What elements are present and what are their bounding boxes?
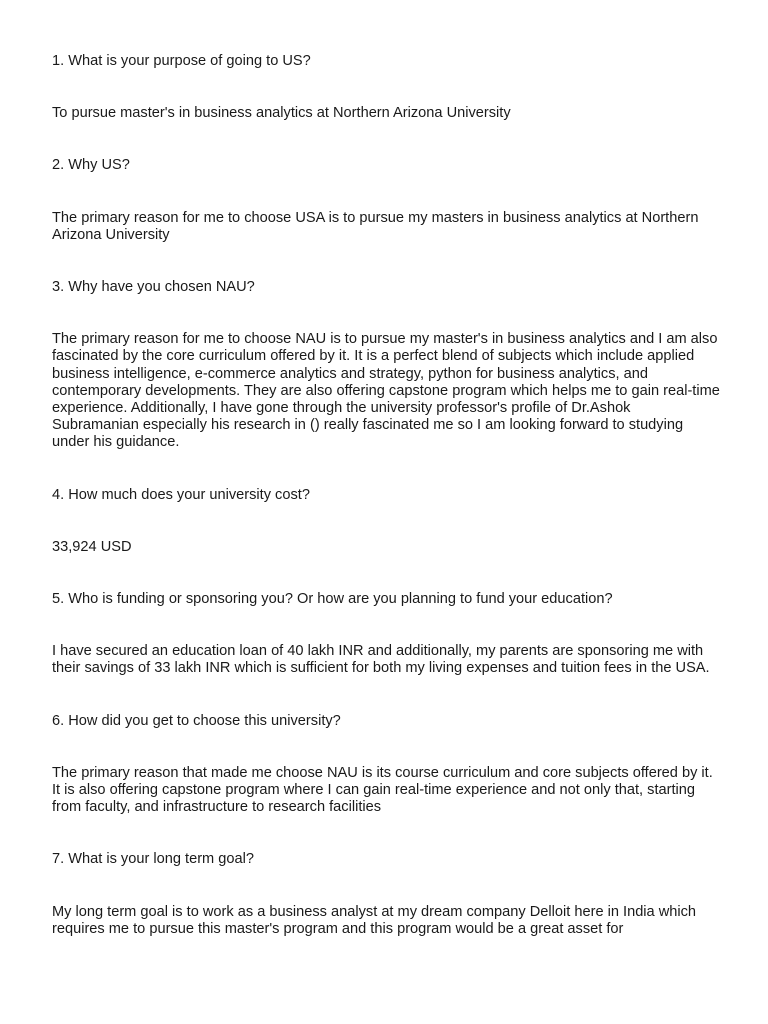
- question-4: 4. How much does your university cost?: [52, 486, 310, 503]
- answer-2: The primary reason for me to choose USA is to pursue my masters in business analytics at Northern Arizona University: [52, 209, 699, 243]
- question-5: 5. Who is funding or sponsoring you? Or how are you planning to fund your education?: [52, 591, 613, 608]
- question-3: 3. Why have you chosen NAU?: [52, 279, 255, 296]
- qa-item-2: [52, 157, 720, 244]
- answer-3: The primary reason for me to choose NAU is to pursue my master's in business analytics and I am also fascinated by the core curriculum offered by it. It is a perfect blend of subjects which include applied business intelligence, e-commerce analytics and strategy, python for business analytics, and contemporary developments. They are also offering capstone program which helps me to gain real-time experience. Additionally, I have gone through the university professor's profile of Dr.Ashok Subramanian especially his research in () really fascinated me so I am looking forward to studying under his guidance.: [52, 331, 720, 451]
- answer-1: To pursue master's in business analytics at Northern Arizona University: [52, 105, 511, 122]
- qa-item-5: [52, 591, 720, 678]
- qa-item-1: [52, 53, 720, 122]
- qa-item-6: [52, 713, 720, 817]
- answer-5: I have secured an education loan of 40 lakh INR and additionally, my parents are sponsoring me with their savings of 33 lakh INR which is sufficient for both my living expenses and tuition fees in the USA.: [52, 643, 710, 677]
- answer-7: My long term goal is to work as a business analyst at my dream company Delloit here in India which requires me to pursue this master's program and this program would be a great asset for: [52, 903, 697, 937]
- qa-item-3: [52, 279, 720, 452]
- question-6: 6. How did you get to choose this university?: [52, 712, 341, 729]
- document-page: [52, 53, 720, 973]
- answer-6: The primary reason that made me choose NAU is its course curriculum and core subjects offered by it. It is also offering capstone program where I can gain real-time experience and not only that, starting from faculty, and infrastructure to research facilities: [52, 764, 713, 816]
- answer-4: 33,924 USD: [52, 538, 132, 555]
- qa-item-4: [52, 487, 720, 556]
- question-1: 1. What is your purpose of going to US?: [52, 53, 311, 69]
- qa-item-7: [52, 851, 720, 938]
- question-2: 2. Why US?: [52, 157, 130, 174]
- question-7: 7. What is your long term goal?: [52, 851, 254, 868]
